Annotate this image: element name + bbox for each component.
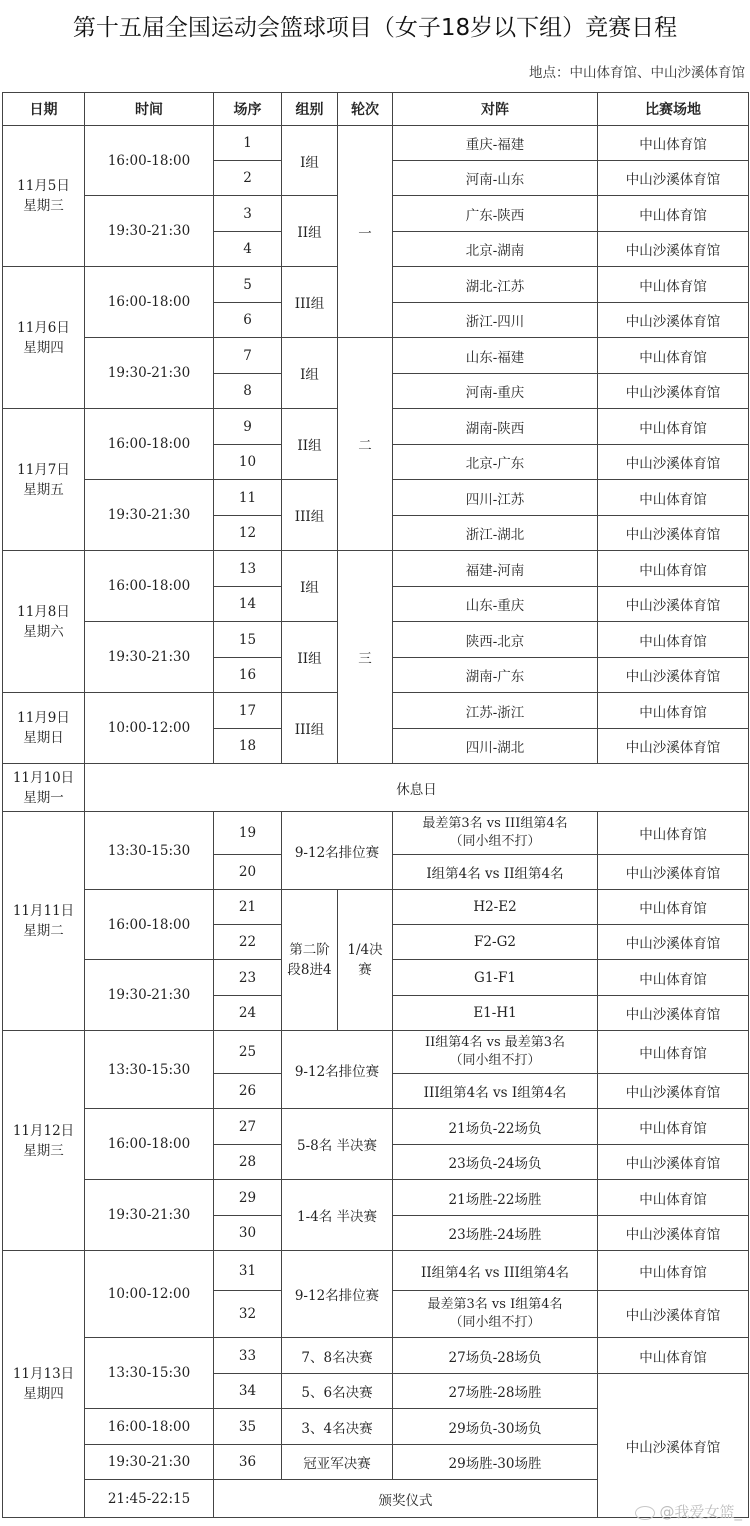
- matchup: 山东-福建: [393, 338, 598, 374]
- header-time: 时间: [85, 93, 214, 126]
- page-title: 第十五届全国运动会篮球项目（女子18岁以下组）竞赛日程: [72, 15, 678, 41]
- match-no: 8: [214, 374, 282, 409]
- match-no: 32: [214, 1291, 282, 1338]
- matchup: 陕西-北京: [393, 622, 598, 658]
- header-row: [3, 93, 749, 126]
- venue-cell: 中山体育馆: [598, 960, 749, 996]
- date-cell: 11月7日 星期五: [3, 409, 85, 551]
- matchup: 27场负-28场负: [393, 1338, 598, 1374]
- round-cell: 一: [338, 126, 393, 338]
- match-no: 33: [214, 1338, 282, 1374]
- match-no: 9: [214, 409, 282, 445]
- match-no: 28: [214, 1145, 282, 1180]
- matchup: 重庆-福建: [393, 126, 598, 161]
- venue-cell: 中山体育馆: [598, 409, 749, 445]
- group-cell: 9-12名排位赛: [282, 1251, 393, 1338]
- match-no: 23: [214, 960, 282, 996]
- venue-cell: 中山体育馆: [598, 890, 749, 925]
- venue-cell: 中山沙溪体育馆: [598, 1374, 749, 1518]
- matchup: 江苏-浙江: [393, 693, 598, 729]
- header-round: 轮次: [338, 93, 393, 126]
- round-cell: 1/4决赛: [338, 890, 393, 1031]
- venue-cell: 中山体育馆: [598, 196, 749, 232]
- table-row: [3, 890, 749, 925]
- matchup: 福建-河南: [393, 551, 598, 587]
- date-cell: 11月10日 星期一: [3, 764, 85, 812]
- time-cell: 19:30-21:30: [85, 960, 214, 1031]
- table-row: [3, 1109, 749, 1145]
- time-cell: 21:45-22:15: [85, 1480, 214, 1518]
- group-cell: 冠亚军决赛: [282, 1445, 393, 1480]
- matchup: II组第4名 vs 最差第3名 （同小组不打）: [393, 1031, 598, 1074]
- match-no: 14: [214, 587, 282, 622]
- matchup: F2-G2: [393, 925, 598, 960]
- match-no: 3: [214, 196, 282, 232]
- matchup: 浙江-湖北: [393, 516, 598, 551]
- match-no: 34: [214, 1374, 282, 1409]
- header-match-no: 场序: [214, 93, 282, 126]
- venue-cell: 中山体育馆: [598, 267, 749, 303]
- match-no: 12: [214, 516, 282, 551]
- match-no: 1: [214, 126, 282, 161]
- match-no: 4: [214, 232, 282, 267]
- matchup: I组第4名 vs II组第4名: [393, 855, 598, 890]
- matchup: G1-F1: [393, 960, 598, 996]
- venue-cell: 中山沙溪体育馆: [598, 925, 749, 960]
- table-row: [3, 551, 749, 587]
- venue-note: 地点：中山体育馆、中山沙溪体育馆: [529, 65, 745, 81]
- header-date: 日期: [3, 93, 85, 126]
- matchup: 21场负-22场负: [393, 1109, 598, 1145]
- match-no: 2: [214, 161, 282, 196]
- match-no: 20: [214, 855, 282, 890]
- table-row: [3, 1180, 749, 1216]
- time-cell: 16:00-18:00: [85, 1109, 214, 1180]
- time-cell: 16:00-18:00: [85, 890, 214, 960]
- venue-cell: 中山沙溪体育馆: [598, 996, 749, 1031]
- time-cell: 16:00-18:00: [85, 409, 214, 480]
- match-no: 19: [214, 812, 282, 855]
- venue-cell: 中山体育馆: [598, 1180, 749, 1216]
- venue-cell: 中山体育馆: [598, 622, 749, 658]
- watermark: @我爱女篮_: [635, 1501, 742, 1522]
- venue-cell: 中山沙溪体育馆: [598, 1216, 749, 1251]
- match-no: 18: [214, 729, 282, 764]
- group-cell: II组: [282, 409, 338, 480]
- matchup: 湖南-广东: [393, 658, 598, 693]
- date-cell: 11月5日 星期三: [3, 126, 85, 267]
- match-no: 13: [214, 551, 282, 587]
- match-no: 26: [214, 1074, 282, 1109]
- match-no: 6: [214, 303, 282, 338]
- time-cell: 16:00-18:00: [85, 551, 214, 622]
- group-cell: II组: [282, 196, 338, 267]
- matchup: 27场胜-28场胜: [393, 1374, 598, 1409]
- venue-cell: 中山沙溪体育馆: [598, 445, 749, 480]
- matchup: 23场负-24场负: [393, 1145, 598, 1180]
- matchup: 北京-广东: [393, 445, 598, 480]
- time-cell: 16:00-18:00: [85, 1409, 214, 1445]
- venue-cell: 中山体育馆: [598, 693, 749, 729]
- venue-cell: 中山体育馆: [598, 1338, 749, 1374]
- round-cell: 三: [338, 551, 393, 764]
- venue-cell: 中山沙溪体育馆: [598, 1145, 749, 1180]
- match-no: 22: [214, 925, 282, 960]
- table-row: [3, 1338, 749, 1374]
- table-row: [3, 1251, 749, 1291]
- match-no: 5: [214, 267, 282, 303]
- venue-cell: 中山体育馆: [598, 338, 749, 374]
- date-cell: 11月13日 星期四: [3, 1251, 85, 1518]
- venue-cell: 中山体育馆: [598, 126, 749, 161]
- table-row: [3, 1031, 749, 1074]
- match-no: 7: [214, 338, 282, 374]
- group-cell: III组: [282, 267, 338, 338]
- group-cell: 1-4名 半决赛: [282, 1180, 393, 1251]
- group-cell: 7、8名决赛: [282, 1338, 393, 1374]
- matchup: 湖南-陕西: [393, 409, 598, 445]
- group-cell: 9-12名排位赛: [282, 812, 393, 890]
- venue-cell: 中山沙溪体育馆: [598, 374, 749, 409]
- time-cell: 10:00-12:00: [85, 1251, 214, 1338]
- matchup: 29场胜-30场胜: [393, 1445, 598, 1480]
- matchup: 四川-湖北: [393, 729, 598, 764]
- time-cell: 13:30-15:30: [85, 1031, 214, 1109]
- group-cell: 5-8名 半决赛: [282, 1109, 393, 1180]
- time-cell: 19:30-21:30: [85, 338, 214, 409]
- time-cell: 16:00-18:00: [85, 267, 214, 338]
- matchup: 21场胜-22场胜: [393, 1180, 598, 1216]
- match-no: 27: [214, 1109, 282, 1145]
- venue-cell: 中山沙溪体育馆: [598, 855, 749, 890]
- venue-cell: 中山沙溪体育馆: [598, 1291, 749, 1338]
- match-no: 24: [214, 996, 282, 1031]
- venue-cell: 中山沙溪体育馆: [598, 587, 749, 622]
- date-cell: 11月12日 星期三: [3, 1031, 85, 1251]
- schedule-table: [2, 92, 749, 1518]
- group-cell: 5、6名决赛: [282, 1374, 393, 1409]
- matchup: 最差第3名 vs I组第4名 （同小组不打）: [393, 1291, 598, 1338]
- time-cell: 13:30-15:30: [85, 1338, 214, 1409]
- date-cell: 11月11日 星期二: [3, 812, 85, 1031]
- venue-cell: 中山体育馆: [598, 1251, 749, 1291]
- matchup: 河南-山东: [393, 161, 598, 196]
- matchup: 四川-江苏: [393, 480, 598, 516]
- match-no: 21: [214, 890, 282, 925]
- match-no: 15: [214, 622, 282, 658]
- group-cell: I组: [282, 551, 338, 622]
- time-cell: 19:30-21:30: [85, 622, 214, 693]
- group-cell: I组: [282, 338, 338, 409]
- venue-cell: 中山沙溪体育馆: [598, 658, 749, 693]
- venue-cell: 中山体育馆: [598, 480, 749, 516]
- group-cell: 3、4名决赛: [282, 1409, 393, 1445]
- matchup: 浙江-四川: [393, 303, 598, 338]
- matchup: 23场胜-24场胜: [393, 1216, 598, 1251]
- date-cell: 11月6日 星期四: [3, 267, 85, 409]
- venue-cell: 中山沙溪体育馆: [598, 303, 749, 338]
- match-no: 25: [214, 1031, 282, 1074]
- rest-day-cell: 休息日: [85, 764, 749, 812]
- match-no: 35: [214, 1409, 282, 1445]
- matchup: 山东-重庆: [393, 587, 598, 622]
- match-no: 17: [214, 693, 282, 729]
- group-cell: III组: [282, 480, 338, 551]
- match-no: 36: [214, 1445, 282, 1480]
- header-venue: 比赛场地: [598, 93, 749, 126]
- match-no: 31: [214, 1251, 282, 1291]
- matchup: III组第4名 vs I组第4名: [393, 1074, 598, 1109]
- venue-cell: 中山体育馆: [598, 812, 749, 855]
- time-cell: 19:30-21:30: [85, 480, 214, 551]
- round-cell: 二: [338, 338, 393, 551]
- matchup: E1-H1: [393, 996, 598, 1031]
- group-cell: III组: [282, 693, 338, 764]
- group-cell: 9-12名排位赛: [282, 1031, 393, 1109]
- date-cell: 11月9日 星期日: [3, 693, 85, 764]
- time-cell: 19:30-21:30: [85, 1180, 214, 1251]
- weibo-logo-icon: [635, 1506, 655, 1520]
- ceremony-cell: 颁奖仪式: [214, 1480, 598, 1518]
- date-cell: 11月8日 星期六: [3, 551, 85, 693]
- matchup: 北京-湖南: [393, 232, 598, 267]
- matchup: 广东-陕西: [393, 196, 598, 232]
- venue-cell: 中山沙溪体育馆: [598, 516, 749, 551]
- match-no: 29: [214, 1180, 282, 1216]
- match-no: 16: [214, 658, 282, 693]
- match-no: 11: [214, 480, 282, 516]
- matchup: 29场负-30场负: [393, 1409, 598, 1445]
- group-cell: II组: [282, 622, 338, 693]
- time-cell: 19:30-21:30: [85, 196, 214, 267]
- matchup: 最差第3名 vs III组第4名 （同小组不打）: [393, 812, 598, 855]
- header-group: 组别: [282, 93, 338, 126]
- venue-cell: 中山体育馆: [598, 551, 749, 587]
- group-cell: 第二阶段8进4: [282, 890, 338, 1031]
- match-no: 30: [214, 1216, 282, 1251]
- table-row: [3, 126, 749, 161]
- matchup: 湖北-江苏: [393, 267, 598, 303]
- group-cell: I组: [282, 126, 338, 196]
- table-row: [3, 812, 749, 855]
- matchup: 河南-重庆: [393, 374, 598, 409]
- venue-cell: 中山沙溪体育馆: [598, 232, 749, 267]
- matchup: H2-E2: [393, 890, 598, 925]
- venue-cell: 中山体育馆: [598, 1031, 749, 1074]
- table-row: [3, 764, 749, 812]
- matchup: II组第4名 vs III组第4名: [393, 1251, 598, 1291]
- time-cell: 19:30-21:30: [85, 1445, 214, 1480]
- header-matchup: 对阵: [393, 93, 598, 126]
- time-cell: 13:30-15:30: [85, 812, 214, 890]
- venue-cell: 中山体育馆: [598, 1109, 749, 1145]
- venue-cell: 中山沙溪体育馆: [598, 1074, 749, 1109]
- time-cell: 10:00-12:00: [85, 693, 214, 764]
- venue-cell: 中山沙溪体育馆: [598, 729, 749, 764]
- venue-cell: 中山沙溪体育馆: [598, 161, 749, 196]
- match-no: 10: [214, 445, 282, 480]
- time-cell: 16:00-18:00: [85, 126, 214, 196]
- table-row: [3, 338, 749, 374]
